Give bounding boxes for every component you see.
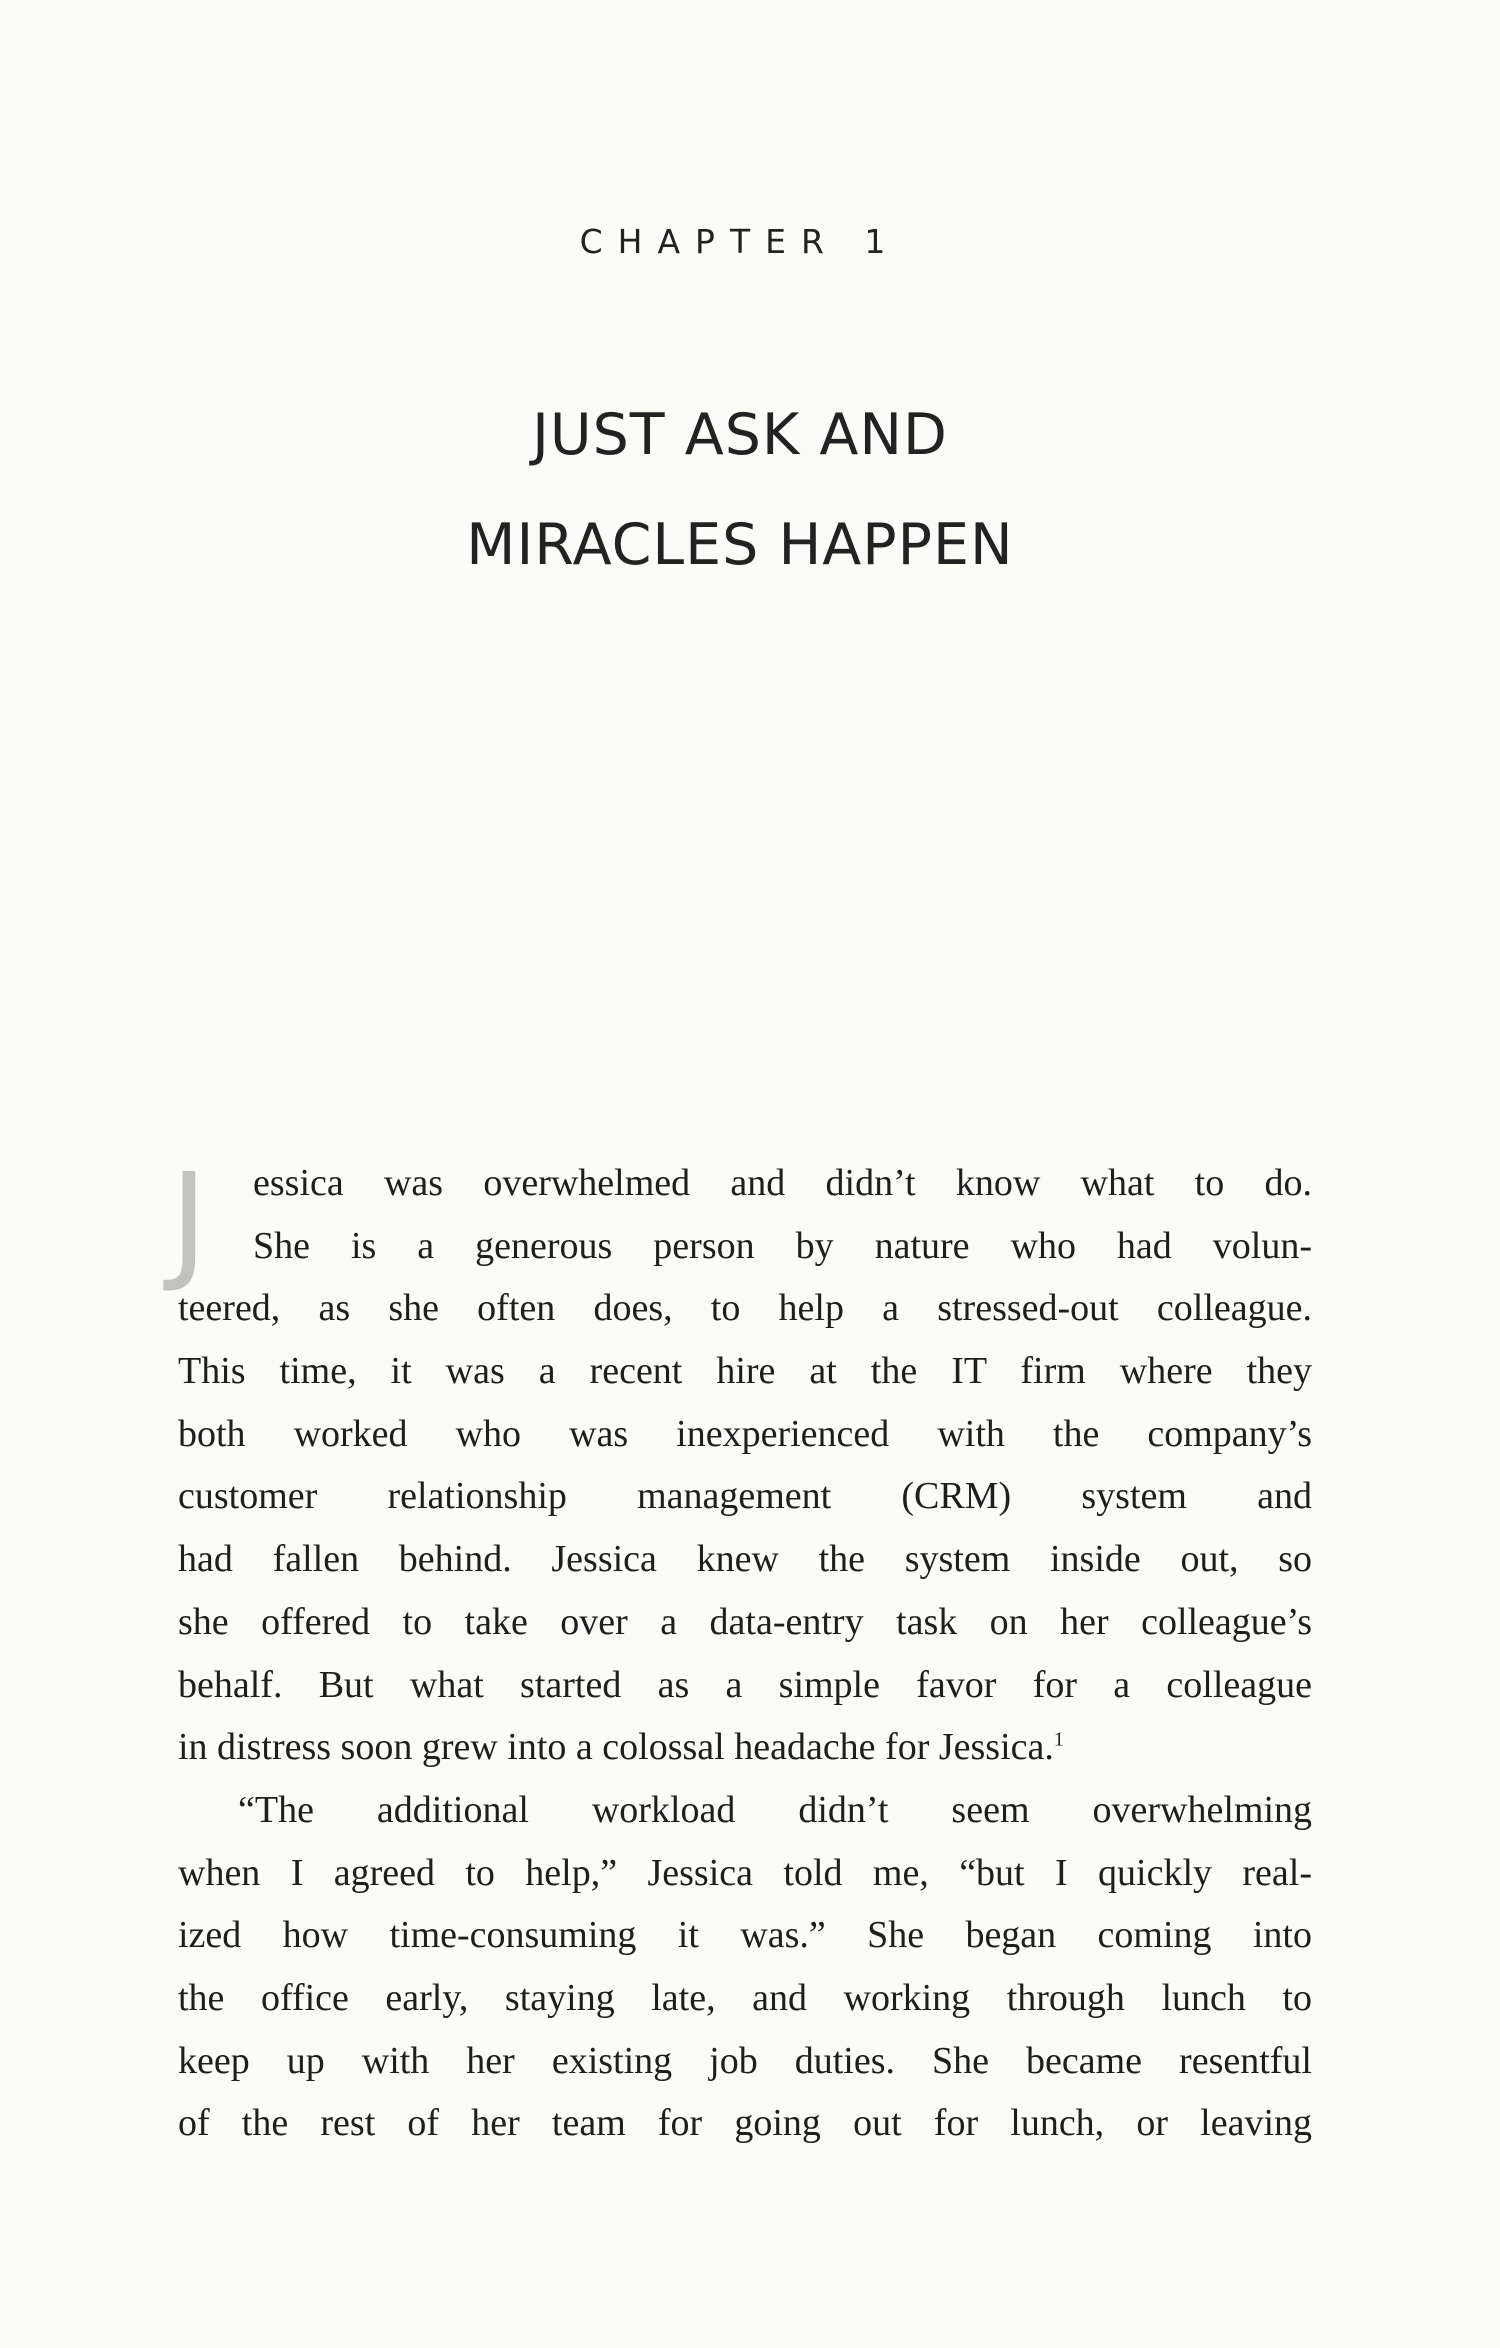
body-line xyxy=(178,1716,1312,1779)
body-line: of the rest of her team for going out for lunch, or leaving xyxy=(178,2102,1312,2145)
body-line: behalf. But what started as a simple favor for a colleague xyxy=(178,1663,1312,1706)
body-line: essica was overwhelmed and didn’t know what to do. xyxy=(253,1162,1312,1204)
body-line: the office early, staying late, and working through lunch to xyxy=(178,1976,1312,2019)
body-line: she offered to take over a data-entry task on her colleague’s xyxy=(178,1600,1312,1643)
drop-cap: J xyxy=(170,1147,208,1296)
body-line: when I agreed to help,” Jessica told me, “but I quickly real- xyxy=(178,1851,1312,1894)
body-line: both worked who was inexperienced with the company’s xyxy=(178,1412,1312,1455)
chapter-title xyxy=(0,380,1480,600)
chapter-title-line-1: JUST ASK AND xyxy=(532,402,948,468)
body-line: had fallen behind. Jessica knew the system inside out, so xyxy=(178,1538,1312,1581)
body-line-text: in distress soon grew into a colossal headache for Jessica. xyxy=(178,1726,1054,1769)
body-line: ized how time-consuming it was.” She began coming into xyxy=(178,1914,1312,1957)
body-line: keep up with her existing job duties. She became resentful xyxy=(178,2039,1312,2082)
body-line: This time, it was a recent hire at the IT firm where they xyxy=(178,1350,1312,1393)
body-line: customer relationship management (CRM) system and xyxy=(178,1475,1312,1518)
body-line: teered, as she often does, to help a stressed-out colleague. xyxy=(178,1287,1312,1330)
footnote-marker: 1 xyxy=(1053,1728,1064,1751)
body-line: She is a generous person by nature who had volun- xyxy=(253,1224,1312,1267)
body-text xyxy=(178,1152,1312,2155)
chapter-label: CHAPTER 1 xyxy=(579,222,901,261)
body-line: “The additional workload didn’t seem overwhelming xyxy=(238,1788,1312,1831)
chapter-title-line-2: MIRACLES HAPPEN xyxy=(466,512,1014,578)
